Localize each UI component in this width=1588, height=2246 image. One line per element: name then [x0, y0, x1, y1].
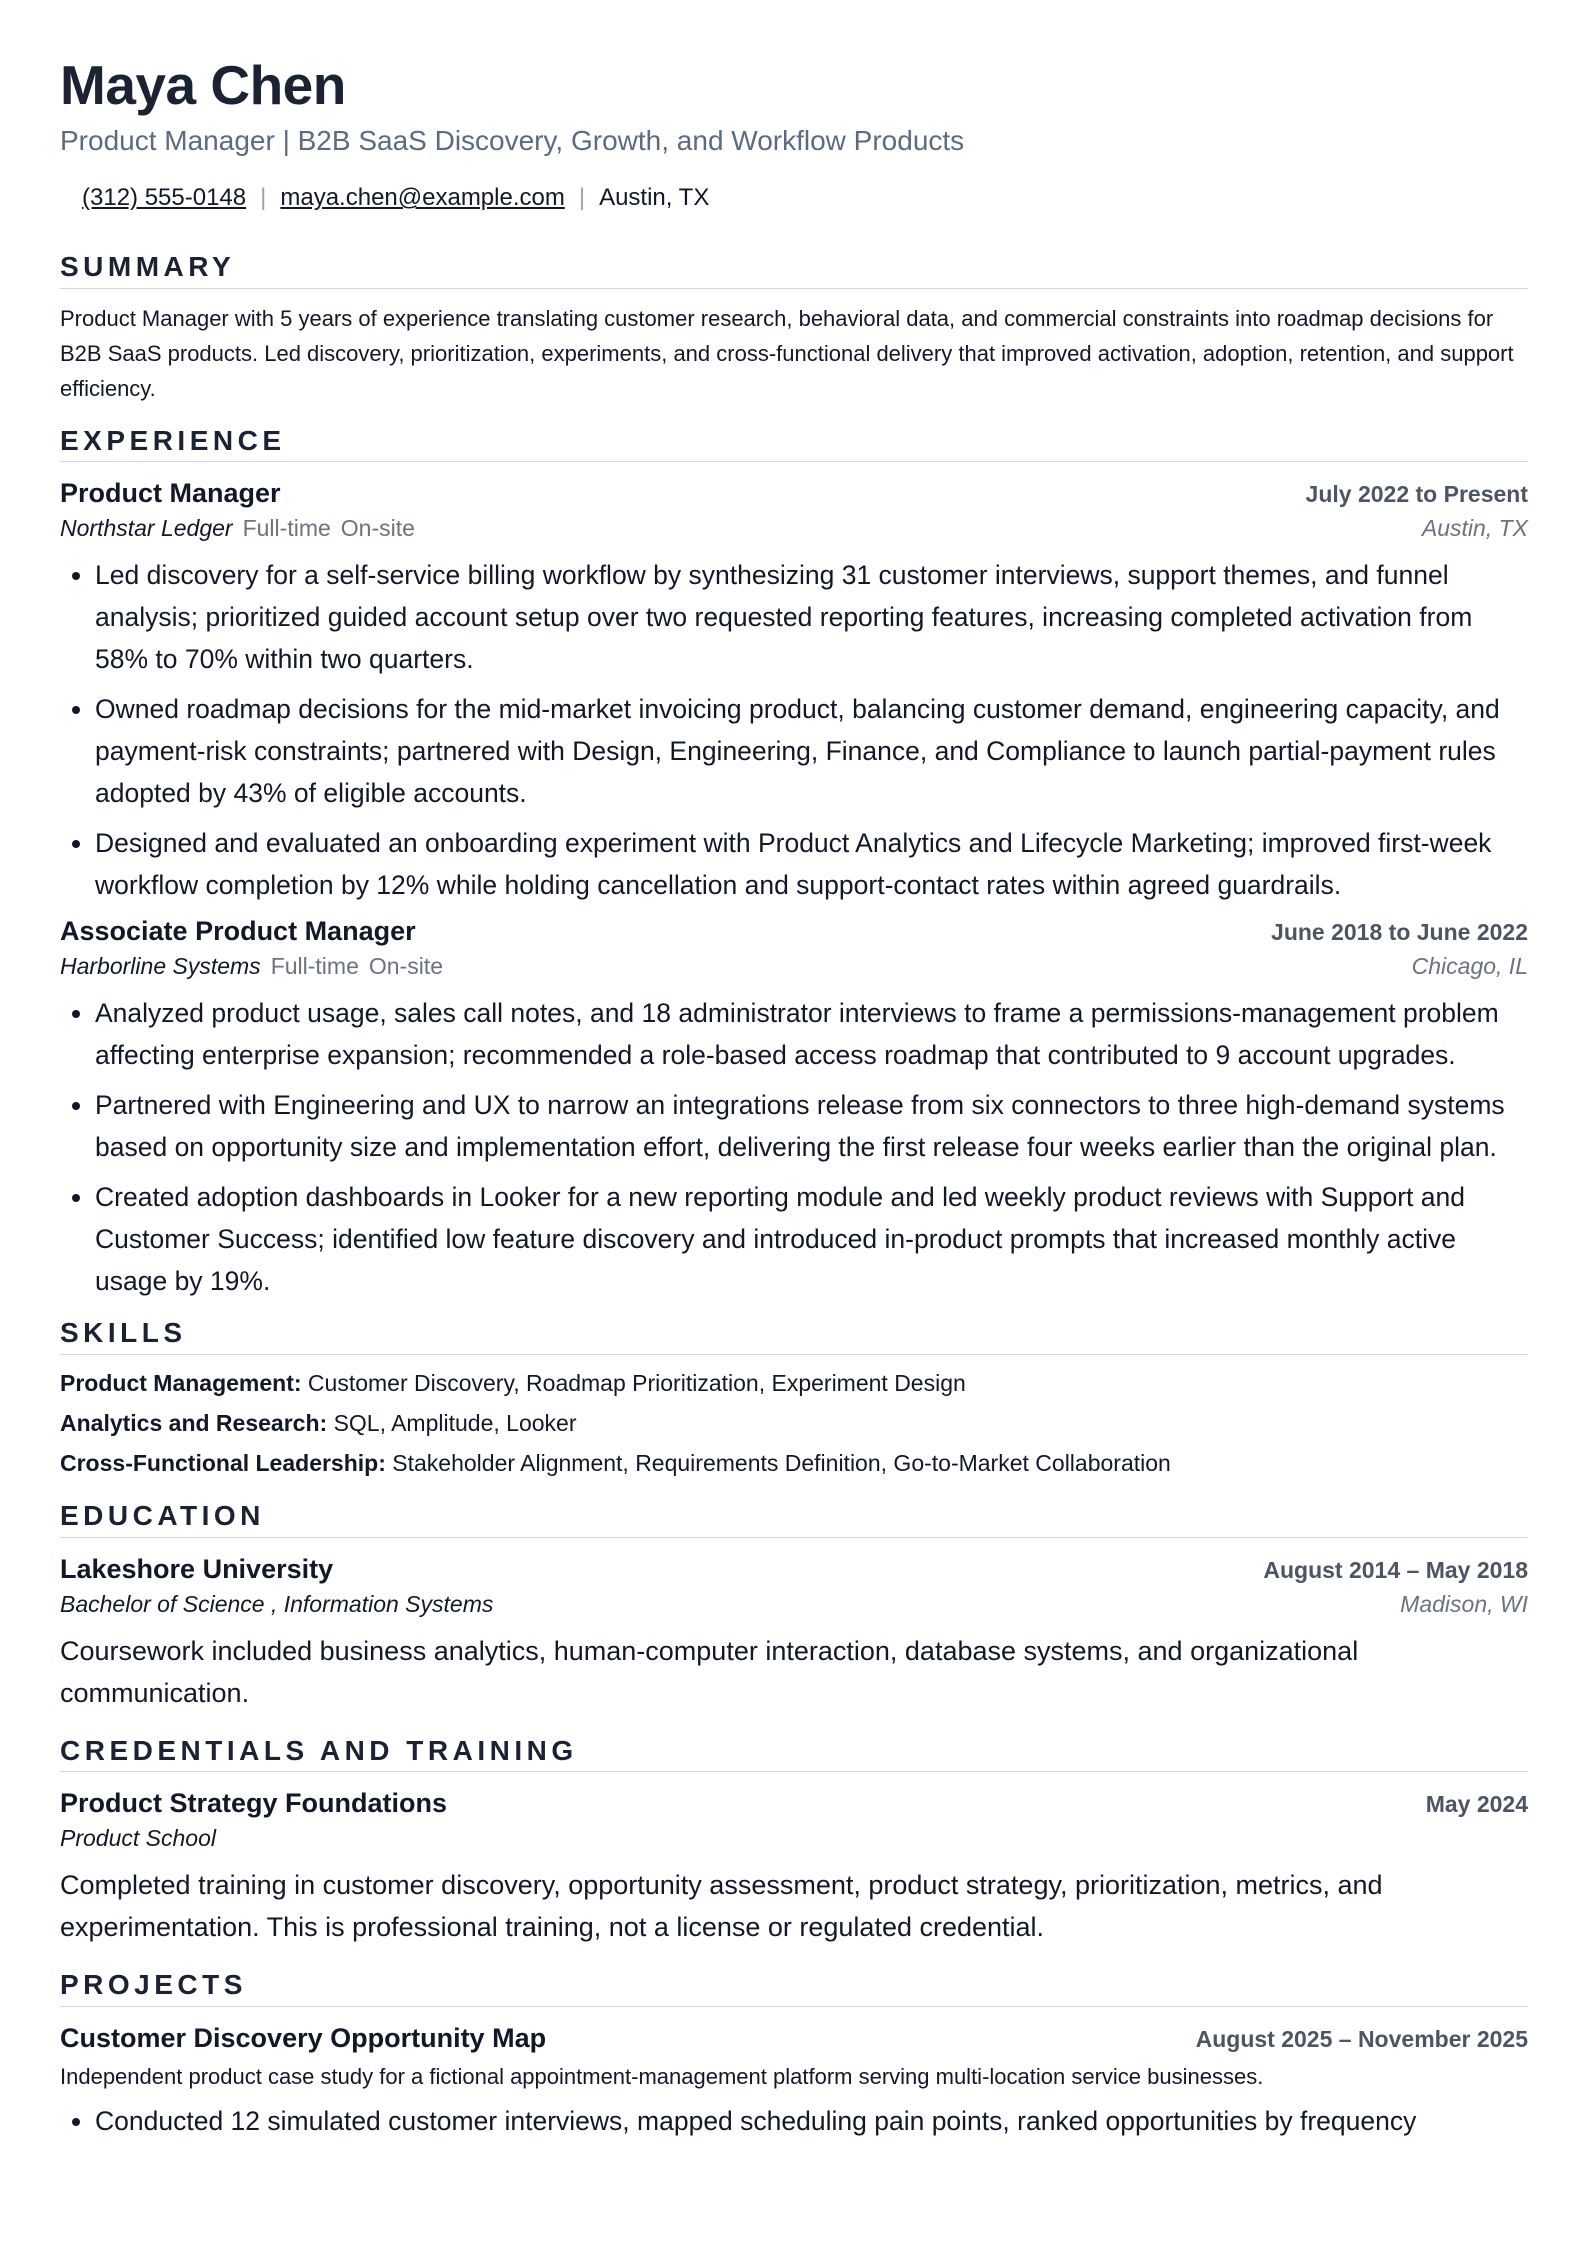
company-line — [60, 515, 415, 542]
phone-link[interactable]: (312) 555-0148 — [82, 184, 247, 212]
bullet-item: • Designed and evaluated an onboarding experiment with Product Analytics and Lifecycle Marketing; improved first-week workflow completion by 12% while holding cancellation and support-contact rates within agreed guardrails. — [95, 822, 1528, 906]
entry-header — [60, 1788, 1528, 1819]
contact-line — [60, 184, 1528, 212]
experience-entry — [60, 916, 1528, 1302]
skills-section — [60, 1316, 1528, 1483]
credential-description: Completed training in customer discovery, opportunity assessment, product strategy, prioritization, metrics, and experimentation. This is professional training, not a license or regulated credential. — [60, 1870, 1383, 1943]
entry-subheader — [60, 953, 1528, 980]
skills-list — [60, 1363, 1528, 1483]
school-location: Madison, WI — [1400, 1590, 1528, 1617]
credential-name: Product Strategy Foundations — [60, 1788, 448, 1819]
school-name: Lakeshore University — [60, 1553, 334, 1584]
job-title: Associate Product Manager — [60, 916, 416, 947]
section-title-credentials: CREDENTIALS AND TRAINING — [60, 1734, 1528, 1773]
company-name: Northstar Ledger — [60, 515, 233, 542]
entry-subheader — [60, 515, 1528, 542]
project-dates: August 2025 – November 2025 — [1195, 2025, 1528, 2052]
skill-values: SQL, Amplitude, Looker — [333, 1410, 577, 1437]
entry-header — [60, 916, 1528, 947]
skill-values: Stakeholder Alignment, Requirements Definition, Go-to-Market Collaboration — [392, 1450, 1171, 1477]
entry-header — [60, 478, 1528, 509]
job-location: Chicago, IL — [1411, 953, 1528, 980]
contact-separator: | — [578, 184, 586, 212]
project-description: Independent product case study for a fictional appointment-management platform serving multi-location service businesses. — [60, 2063, 1264, 2089]
entry-subheader — [60, 1591, 1528, 1618]
company-name: Harborline Systems — [60, 953, 261, 980]
section-title-skills: SKILLS — [60, 1316, 1528, 1355]
skill-label: Cross-Functional Leadership: — [60, 1450, 386, 1477]
section-title-projects: PROJECTS — [60, 1968, 1528, 2007]
credentials-section — [60, 1734, 1528, 1949]
projects-section — [60, 1968, 1528, 2142]
job-dates: July 2022 to Present — [1305, 481, 1528, 508]
experience-entry — [60, 478, 1528, 906]
location-text: Austin, TX — [599, 184, 710, 212]
bullet-item: • Led discovery for a self-service billing workflow by synthesizing 31 customer interviews, support themes, and funnel analysis; prioritized guided account setup over two requested reporting features, increasing completed activation from 58% to 70% within two quarters. — [95, 554, 1528, 680]
job-title: Product Manager — [60, 478, 281, 509]
job-bullets — [60, 992, 1528, 1302]
entry-header — [60, 2023, 1528, 2054]
skill-label: Product Management: — [60, 1370, 302, 1397]
education-dates: August 2014 – May 2018 — [1263, 1556, 1528, 1583]
skill-row — [60, 1403, 1528, 1443]
project-name: Customer Discovery Opportunity Map — [60, 2022, 547, 2053]
credential-issuer: Product School — [60, 1825, 216, 1852]
employment-type: Full-time — [242, 515, 331, 542]
bullet-item: • Conducted 12 simulated customer interviews, mapped scheduling pain points, ranked opportunities by frequency — [95, 2100, 1528, 2142]
bullet-item: • Created adoption dashboards in Looker for a new reporting module and led weekly product reviews with Support and Customer Success; identified low feature discovery and introduced in-product prompts that increased monthly active usage by 19%. — [95, 1176, 1528, 1302]
summary-section — [60, 250, 1528, 406]
job-dates: June 2018 to June 2022 — [1271, 919, 1528, 946]
job-location: Austin, TX — [1421, 515, 1528, 542]
education-section — [60, 1499, 1528, 1714]
skill-values: Customer Discovery, Roadmap Prioritization, Experiment Design — [307, 1370, 966, 1397]
bullet-item: • Partnered with Engineering and UX to narrow an integrations release from six connectors to three high-demand systems based on opportunity size and implementation effort, delivering the first release four weeks earlier than the original plan. — [95, 1084, 1528, 1168]
experience-section — [60, 424, 1528, 1303]
summary-text: Product Manager with 5 years of experience translating customer research, behavioral data, and commercial constraints into roadmap decisions for B2B SaaS products. Led discovery, prioritization, experiments, and cross-functional delivery that improved activation, adoption, retention, and support efficiency. — [60, 305, 1514, 401]
coursework-text: Coursework included business analytics, human-computer interaction, database systems, and organizational communication. — [60, 1635, 1359, 1708]
employment-type: Full-time — [270, 953, 359, 980]
skill-row — [60, 1443, 1528, 1483]
skill-label: Analytics and Research: — [60, 1410, 328, 1437]
project-bullets — [60, 2100, 1528, 2142]
work-mode: On-site — [340, 515, 415, 542]
work-mode: On-site — [368, 953, 443, 980]
skill-row — [60, 1363, 1528, 1403]
section-title-experience: EXPERIENCE — [60, 424, 1528, 463]
company-line — [60, 953, 443, 980]
job-bullets — [60, 554, 1528, 906]
section-title-summary: SUMMARY — [60, 250, 1528, 289]
bullet-item: • Analyzed product usage, sales call notes, and 18 administrator interviews to frame a permissions-management problem affecting enterprise expansion; recommended a role-based access roadmap that contributed to 9 account upgrades. — [95, 992, 1528, 1076]
degree: Bachelor of Science , Information Systems — [60, 1590, 494, 1617]
email-link[interactable]: maya.chen@example.com — [280, 184, 565, 212]
entry-subheader — [60, 1825, 1528, 1852]
credential-date: May 2024 — [1425, 1791, 1528, 1818]
entry-header — [60, 1554, 1528, 1585]
headline: Product Manager | B2B SaaS Discovery, Growth, and Workflow Products — [60, 125, 965, 157]
bullet-item: • Owned roadmap decisions for the mid-market invoicing product, balancing customer demand, engineering capacity, and payment-risk constraints; partnered with Design, Engineering, Finance, and Compliance to launch partial-payment rules adopted by 43% of eligible accounts. — [95, 688, 1528, 814]
candidate-name: Maya Chen — [60, 54, 346, 116]
section-title-education: EDUCATION — [60, 1499, 1528, 1538]
contact-separator: | — [260, 184, 267, 212]
